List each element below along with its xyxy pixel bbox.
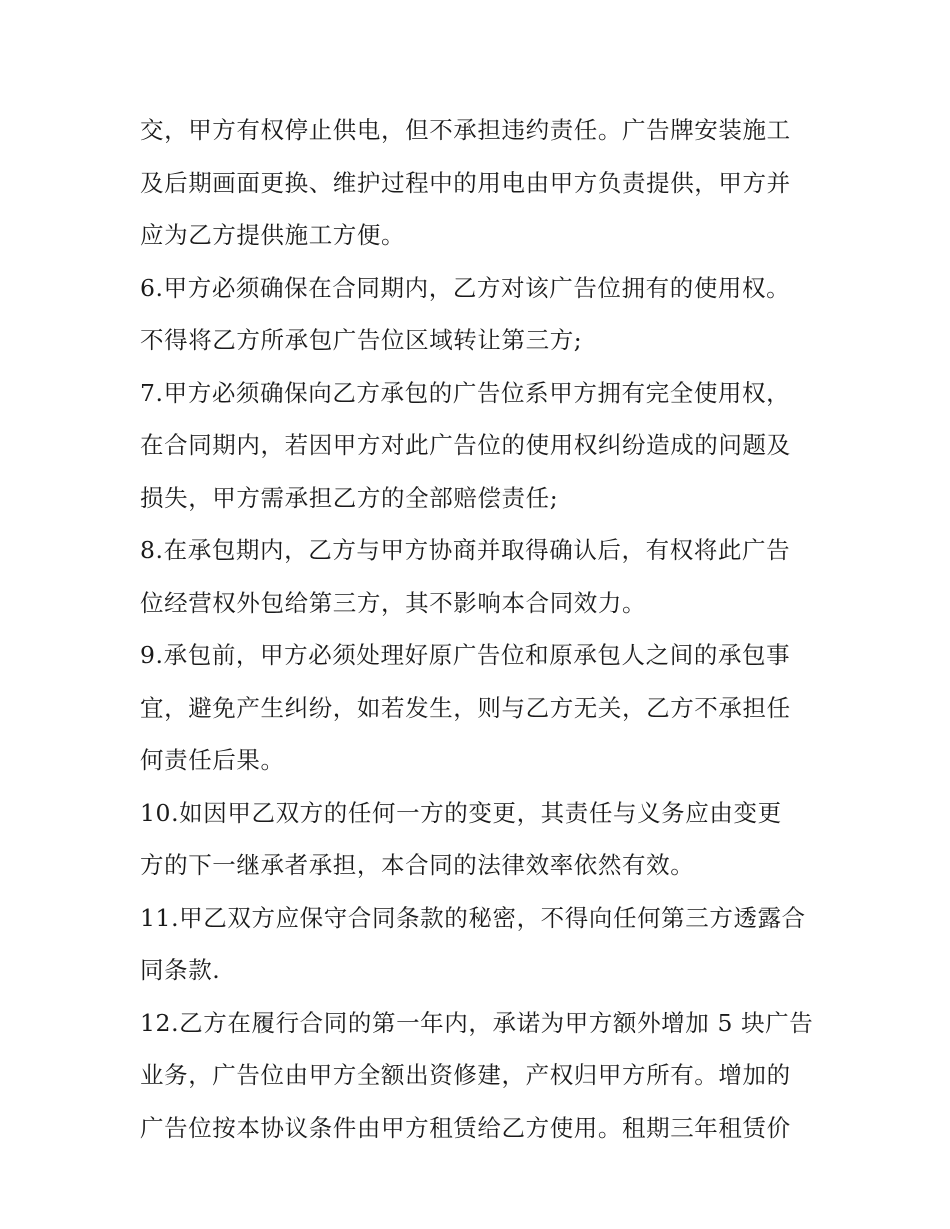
- text-line: 宜，避免产生纠纷，如若发生，则与乙方无关，乙方不承担任: [140, 693, 791, 722]
- text-line: 损失，甲方需承担乙方的全部赔偿责任;: [140, 483, 559, 512]
- clause-10: 10.如因甲乙双方的任何一方的变更，其责任与义务应由变更: [140, 798, 782, 827]
- contract-text: [140, 104, 812, 1154]
- clause-8: 8.在承包期内，乙方与甲方协商并取得确认后，有权将此广告: [140, 536, 791, 564]
- clause-11: 11.甲乙双方应保守合同条款的秘密，不得向任何第三方透露合: [140, 903, 806, 932]
- text-line: 广告位按本协议条件由甲方租赁给乙方使用。租期三年租赁价: [140, 1113, 791, 1142]
- clause-7: 7.甲方必须确保向乙方承包的广告位系甲方拥有完全使用权，: [140, 378, 791, 407]
- text-line: 何责任后果。: [140, 746, 285, 774]
- text-line: 同条款.: [140, 956, 221, 984]
- text-line: 不得将乙方所承包广告位区域转让第三方;: [140, 326, 583, 354]
- text-line: 及后期画面更换、维护过程中的用电由甲方负责提供，甲方并: [140, 168, 791, 197]
- clause-9: 9.承包前，甲方必须处理好原广告位和原承包人之间的承包事: [140, 641, 791, 669]
- text-line: 应为乙方提供施工方便。: [140, 221, 406, 249]
- text-line: 业务，广告位由甲方全额出资修建，产权归甲方所有。增加的: [140, 1061, 791, 1089]
- text-line: 在合同期内，若因甲方对此广告位的使用权纠纷造成的问题及: [140, 431, 791, 459]
- text-line: 交，甲方有权停止供电，但不承担违约责任。广告牌安装施工: [140, 116, 791, 144]
- text-line: 位经营权外包给第三方，其不影响本合同效力。: [140, 588, 647, 617]
- clause-6: 6.甲方必须确保在合同期内，乙方对该广告位拥有的使用权。: [140, 273, 791, 302]
- clause-12: 12.乙方在履行合同的第一年内，承诺为甲方额外增加 5 块广告: [140, 1008, 814, 1037]
- text-line: 方的下一继承者承担，本合同的法律效率依然有效。: [140, 851, 695, 879]
